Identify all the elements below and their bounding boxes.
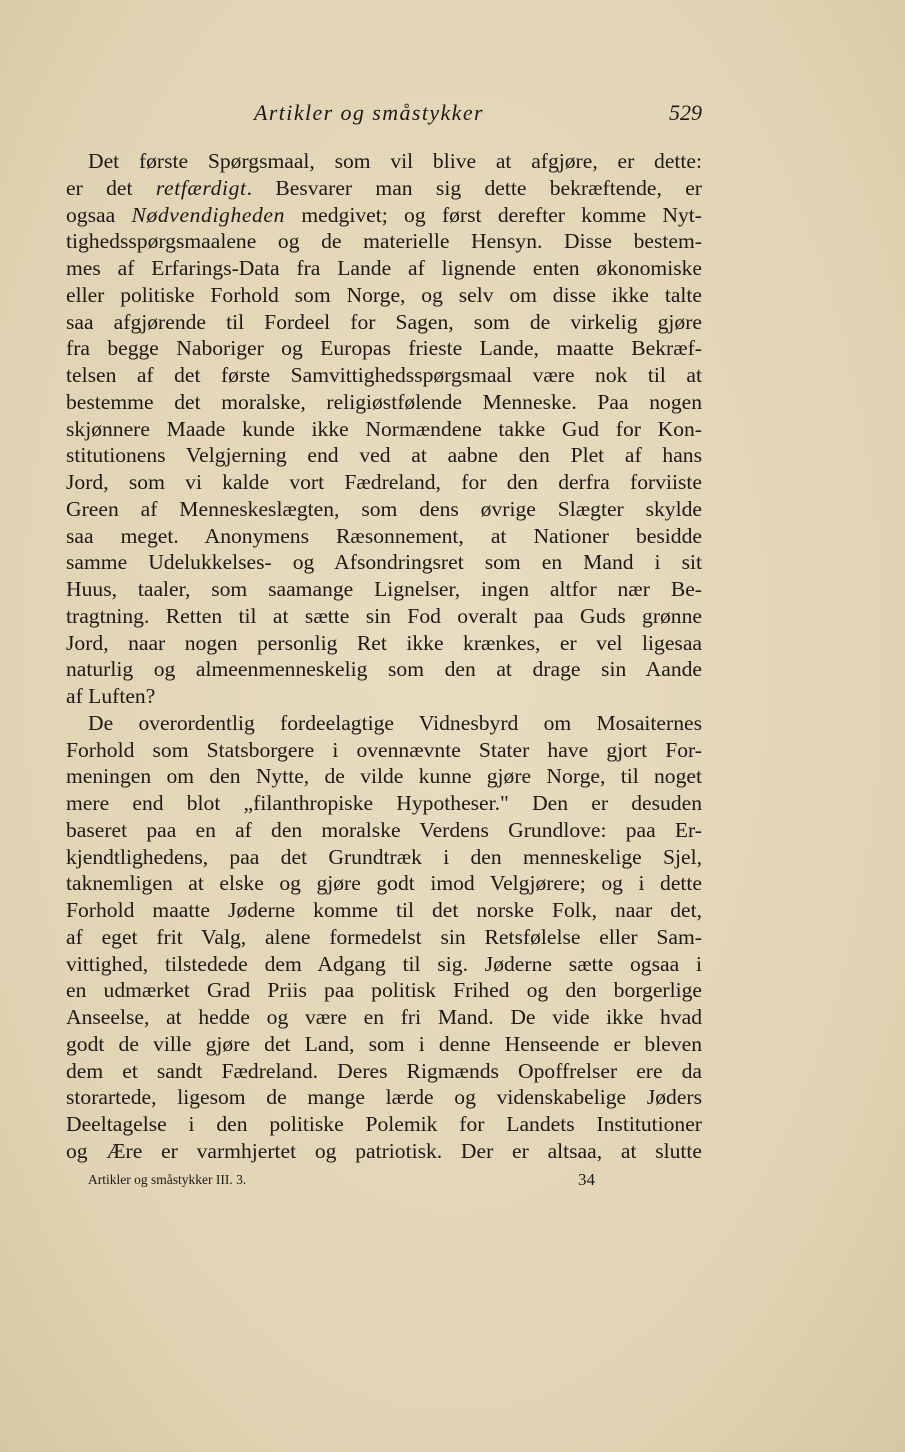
text-line-start: tighedsspørgsmaalene og de materielle Hensyn. Disse bestem- [66,229,702,254]
running-title: Artikler og småstykker [254,100,484,125]
text-line [66,1031,702,1058]
text-line [66,897,702,924]
text-line [66,630,702,657]
text-line [66,389,702,416]
text-line-start: godt de ville gjøre det Land, som i denne Henseende er bleven [66,1031,702,1056]
text-line-start: Deeltagelse i den politiske Polemik for Landets Institutioner [66,1112,702,1136]
signature-note: Artikler og småstykker III. 3. [88,1172,247,1187]
text-line [66,951,702,978]
text-line [66,763,702,790]
text-line [66,148,702,175]
text-line [66,870,702,897]
text-line [66,1138,702,1165]
text-line-start: Det første Spørgsmaal, som vil blive at afgjøre, er dette: [88,149,702,173]
text-line-start: dem et sandt Fædreland. Deres Rigmænds Opoffrelser ere da [66,1058,702,1083]
text-line-start: Jord, som vi kalde vort Fædreland, for den derfra forviiste [66,470,702,494]
text-line [66,924,702,951]
text-line-end: medgivet; og først derefter komme Nyt- [285,202,702,227]
text-line-start: Jord, naar nogen personlig Ret ikke krænkes, er vel ligesaa [66,630,702,655]
text-line-start: kjendtlighedens, paa det Grundtræk i den menneskelige Sjel, [66,844,702,869]
text-line [66,817,702,844]
text-line [66,202,702,229]
page-footer [88,1170,608,1194]
text-line [66,175,702,202]
text-line-start: mere end blot „filanthropiske Hypotheser." Den er desuden [66,791,702,815]
text-line [66,1004,702,1031]
text-line-start: baseret paa en af den moralske Verdens Grundlove: paa Er- [66,817,702,842]
text-line-start: af Luften? [66,684,156,708]
text-line-start: Anseelse, at hedde og være en fri Mand. De vide ikke hvad [66,1005,702,1029]
text-line [66,603,702,630]
text-line-start: skjønnere Maade kunde ikke Normændene takke Gud for Kon- [66,416,702,441]
text-line [66,228,702,255]
text-line [66,309,702,336]
text-line [66,977,702,1004]
text-line [66,844,702,871]
text-line-start: vittighed, tilstedede dem Adgang til sig. Jøderne sætte ogsaa i [66,951,702,976]
text-line-start: bestemme det moralske, religiøstfølende Menneske. Paa nogen [66,389,702,414]
text-line-start: Forhold maatte Jøderne komme til det norske Folk, naar det, [66,898,702,922]
text-line [66,1084,702,1111]
text-line [66,790,702,817]
text-line [66,496,702,523]
text-line-start: storartede, ligesom de mange lærde og videnskabelige Jøders [66,1085,702,1110]
text-line-start: og Ære er varmhjertet og patriotisk. Der er altsaa, at slutte [66,1138,702,1163]
emphasized-word: Nødvendigheden [131,202,286,227]
text-line-start: Forhold som Statsborgere i ovennævnte Stater have gjort For- [66,737,702,762]
text-line-start: telsen af det første Samvittighedsspørgsmaal være nok til at [66,363,702,387]
text-line-start: meningen om den Nytte, de vilde kunne gjøre Norge, til noget [66,764,702,789]
text-line [66,523,702,550]
page-number: 529 [669,100,702,125]
text-line-start: en udmærket Grad Priis paa politisk Frihed og den borgerlige [66,978,702,1003]
text-line-start: saa meget. Anonymens Ræsonnement, at Nationer besidde [66,523,702,548]
text-line [66,442,702,469]
body-text [66,148,702,1165]
text-line [66,335,702,362]
text-line-start: fra begge Naboriger og Europas frieste Lande, maatte Bekræf- [66,336,702,361]
text-line [66,1058,702,1085]
text-line [66,416,702,443]
signature-number: 34 [578,1170,595,1189]
text-line [66,362,702,389]
text-line-start: De overordentlig fordeelagtige Vidnesbyrd om Mosaiternes [88,710,702,735]
text-line [66,1111,702,1138]
text-line-end: . Besvarer man sig dette bekræftende, er [246,175,702,200]
text-line [66,549,702,576]
text-line [66,469,702,496]
text-line-start: naturlig og almeenmenneskelig som den at drage sin Aande [66,657,702,682]
text-line [66,737,702,764]
text-line-start: stitutionens Velgjerning end ved at aabne den Plet af hans [66,443,702,468]
text-line-start: taknemligen at elske og gjøre godt imod Velgjørere; og i dette [66,871,702,896]
text-line-start: samme Udelukkelses- og Afsondringsret som en Mand i sit [66,550,702,575]
text-line-start: af eget frit Valg, alene formedelst sin Retsfølelse eller Sam- [66,924,702,949]
text-line [66,282,702,309]
text-line [66,656,702,683]
text-line [66,710,702,737]
text-line [66,683,702,710]
text-line [66,576,702,603]
emphasized-word: retfærdigt [155,175,247,200]
text-line-start: tragtning. Retten til at sætte sin Fod overalt paa Guds grønne [66,603,702,628]
text-line-start: er det [66,175,156,200]
page-header [66,100,702,136]
text-line-start: mes af Erfarings-Data fra Lande af lignende enten økonomiske [66,256,702,280]
text-line [66,255,702,282]
text-line-start: eller politiske Forhold som Norge, og selv om disse ikke talte [66,282,702,307]
text-line-start: Huus, taaler, som saamange Lignelser, ingen altfor nær Be- [66,577,702,601]
text-line-start: saa afgjørende til Fordeel for Sagen, som de virkelig gjøre [66,309,702,334]
text-line-start: Green af Menneskeslægten, som dens øvrige Slægter skylde [66,496,702,521]
text-line-start: ogsaa [66,202,132,227]
